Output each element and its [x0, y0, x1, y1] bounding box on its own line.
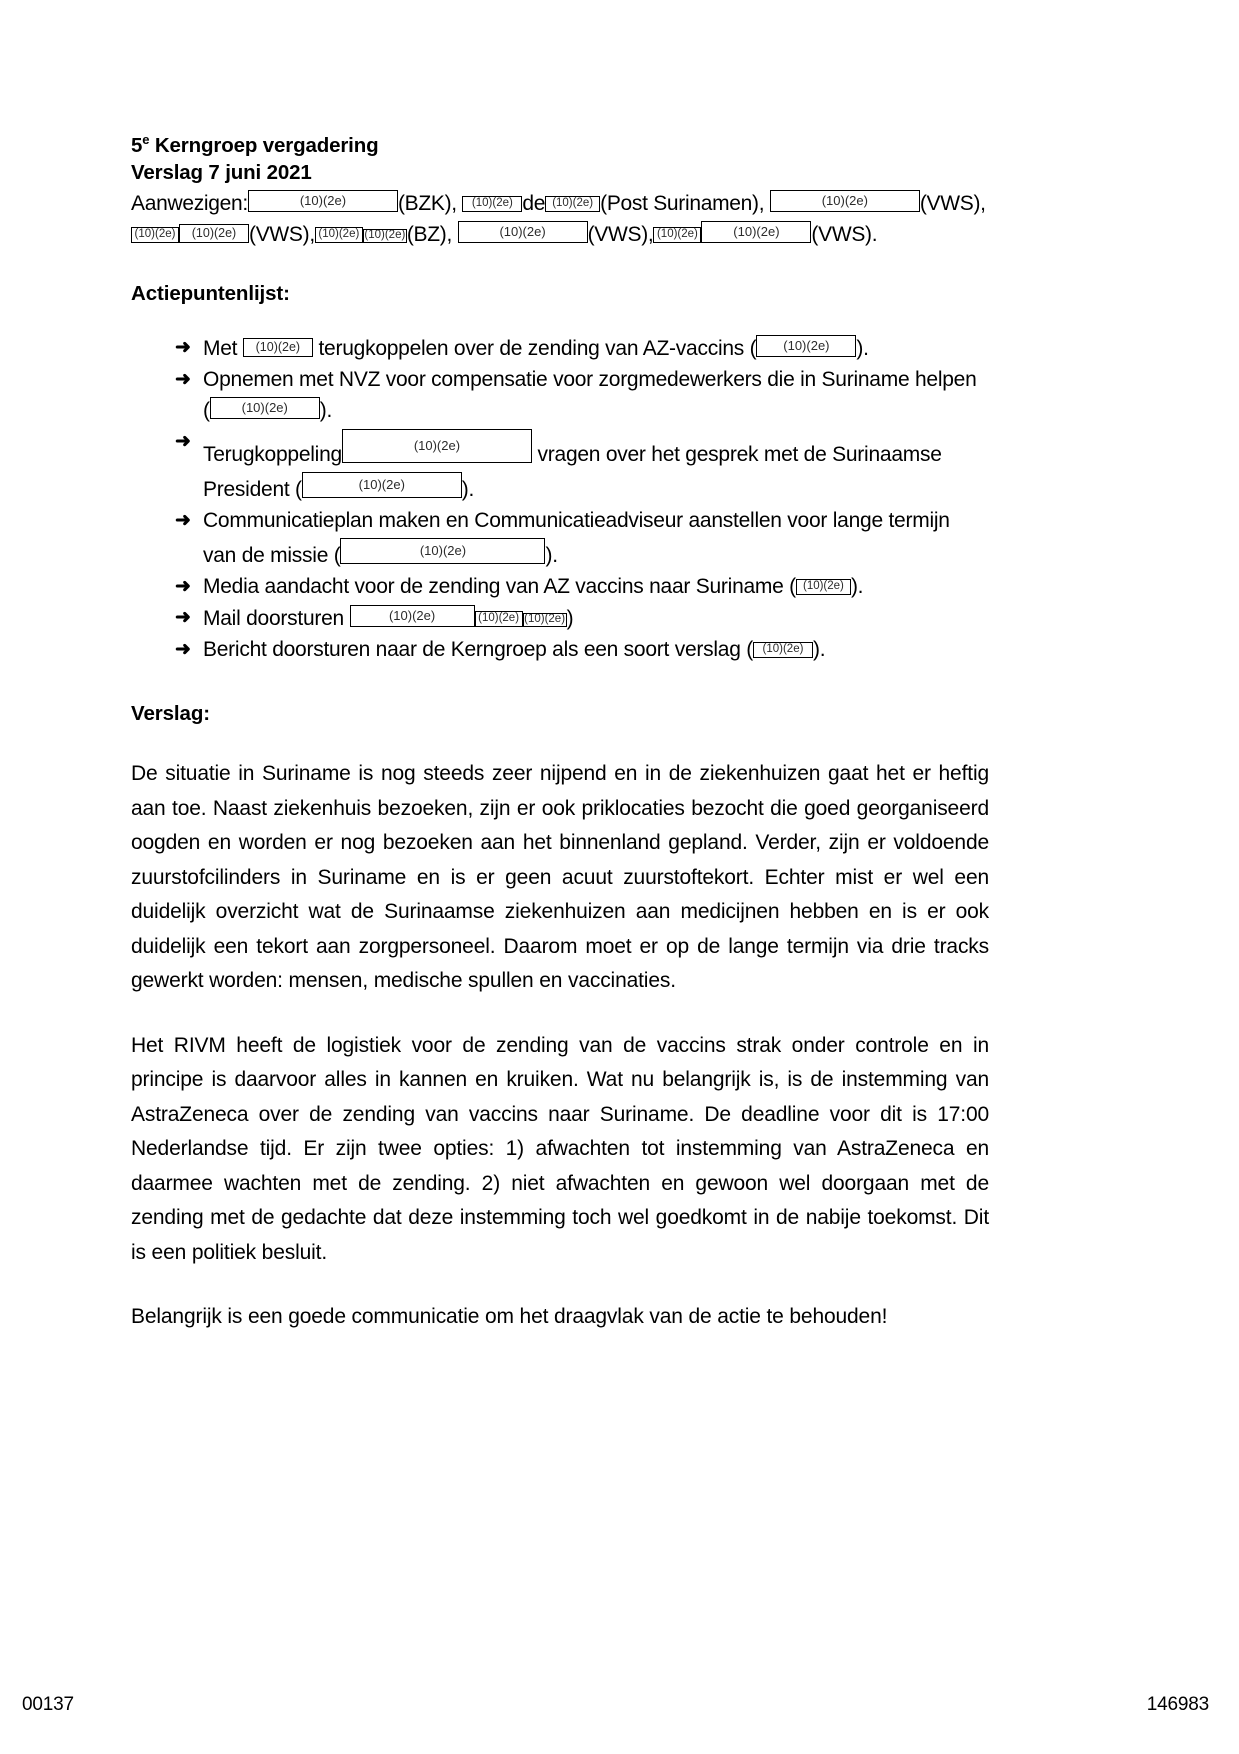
action-text: President (	[203, 478, 302, 501]
attendees-text-vws-1: (VWS),	[919, 192, 986, 215]
action-text: ).	[850, 575, 864, 598]
redaction-box: (10)(2e)	[340, 538, 545, 564]
attendees-text-post-surinamen: (Post Surinamen),	[600, 192, 765, 215]
attendees-text-vws-4: (VWS).	[811, 223, 878, 246]
redaction-box: (10)(2e)	[523, 613, 567, 628]
action-item-nvz-compensatie	[131, 365, 989, 426]
action-text: Opnemen met NVZ voor compensatie voor zorgmedewerkers die in Suriname helpen	[203, 368, 977, 391]
action-text: Terugkoppeling	[203, 443, 342, 466]
footer-page-number: 00137	[22, 1694, 74, 1715]
redaction-box: (10)(2e)	[248, 190, 398, 212]
arrow-bullet-icon: ➜	[175, 639, 191, 660]
redaction-box: (10)(2e)	[342, 429, 532, 463]
action-item-terugkoppeling-president	[131, 427, 989, 505]
title-rest: Kerngroep vergadering	[149, 134, 379, 157]
attendees-text-bz: (BZ),	[406, 223, 453, 246]
action-text: ).	[812, 638, 826, 661]
action-text: Met	[203, 337, 238, 360]
action-text: vragen over het gesprek met de Surinaamse	[537, 443, 942, 466]
verslag-heading: Verslag:	[131, 702, 210, 725]
action-text: (	[203, 399, 210, 422]
document-title-line1	[131, 132, 989, 159]
action-item-az-vaccins	[131, 333, 989, 364]
arrow-bullet-icon: ➜	[175, 576, 191, 597]
arrow-bullet-icon: ➜	[175, 337, 191, 358]
redaction-box: (10)(2e)	[179, 224, 249, 244]
redaction-box: (10)(2e)	[756, 335, 856, 357]
title-ordinal-suffix: e	[142, 132, 150, 148]
attendees-text-de: de	[522, 192, 546, 215]
action-text: ).	[461, 478, 475, 501]
verslag-paragraph-2: Het RIVM heeft de logistiek voor de zending van de vaccins strak onder controle en in principe is daarvoor alles in kannen en kruiken. Wat nu belangrijk is, is de instemming van AstraZeneca over de zending van vaccins naar Suriname. De deadline voor dit is 17:00 Nederlandse tijd. Er zijn twee opties: 1) afwachten tot instemming van AstraZeneca en daarmee wachten met de zending. 2) niet afwachten en gewoon wel doorgaan met de zending met de gedachte dat deze instemming toch wel goedkomt in de nabije toekomst. Dit is een politiek besluit.	[131, 1033, 989, 1264]
action-text: )	[566, 607, 574, 630]
action-text: van de missie (	[203, 544, 341, 567]
document-content	[131, 132, 989, 1335]
redaction-box: (10)(2e)	[753, 642, 813, 659]
redaction-box: (10)(2e)	[770, 190, 920, 212]
arrow-bullet-icon: ➜	[175, 431, 191, 452]
attendees-label: Aanwezigen:	[131, 192, 248, 215]
redaction-box: (10)(2e)	[315, 227, 363, 244]
arrow-bullet-icon: ➜	[175, 607, 191, 628]
action-text: ).	[319, 399, 333, 422]
attendees-text-bzk: (BZK),	[397, 192, 457, 215]
action-text: Mail doorsturen	[203, 607, 344, 630]
action-text: terugkoppelen over de zending van AZ-vaccins (	[318, 337, 757, 360]
redaction-box: (10)(2e)	[653, 227, 701, 244]
footer-document-number: 146983	[1146, 1694, 1209, 1715]
redaction-box: (10)(2e)	[545, 196, 600, 213]
arrow-bullet-icon: ➜	[175, 369, 191, 390]
redaction-box: (10)(2e)	[796, 579, 851, 596]
document-title-line2: Verslag 7 juni 2021	[131, 161, 312, 184]
action-item-bericht-doorsturen	[131, 635, 989, 665]
actiepuntenlijst-heading: Actiepuntenlijst:	[131, 282, 290, 305]
redaction-box: (10)(2e)	[701, 221, 811, 243]
redaction-box: (10)(2e)	[363, 229, 407, 244]
redaction-box: (10)(2e)	[210, 397, 320, 419]
redaction-box: (10)(2e)	[131, 227, 179, 244]
action-text: ).	[545, 544, 558, 567]
attendees-text-vws-3: (VWS),	[587, 223, 654, 246]
action-item-media-aandacht	[131, 572, 989, 602]
action-item-mail-doorsturen	[131, 603, 989, 634]
redaction-box: (10)(2e)	[350, 605, 475, 627]
action-item-communicatieplan	[131, 506, 989, 571]
action-text: Bericht doorsturen naar de Kerngroep als een soort verslag (	[203, 638, 753, 661]
title-number: 5	[131, 134, 143, 157]
arrow-bullet-icon: ➜	[175, 510, 191, 531]
redaction-box: (10)(2e)	[458, 221, 588, 243]
action-text: Media aandacht voor de zending van AZ vaccins naar Suriname (	[203, 575, 796, 598]
action-text: ).	[856, 337, 869, 360]
actiepunten-list	[131, 333, 989, 665]
attendees-text-vws-2: (VWS),	[249, 223, 315, 246]
redaction-box: (10)(2e)	[462, 196, 522, 213]
action-text: Communicatieplan maken en Communicatieadviseur aanstellen voor lange termijn	[203, 509, 950, 532]
attendees-block	[131, 188, 989, 250]
redaction-box: (10)(2e)	[302, 472, 462, 498]
redaction-box: (10)(2e)	[243, 338, 313, 358]
verslag-paragraph-1: De situatie in Suriname is nog steeds zeer nijpend en in de ziekenhuizen gaat het er heftig aan toe. Naast ziekenhuis bezoeken, zijn er ook priklocaties bezocht die goed georganiseerd oogden en worden er nog bezoeken aan het binnenland gepland. Verder, zijn er voldoende zuurstofcilinders in Suriname en is er geen acuut zuurstoftekort. Echter mist er wel een duidelijk overzicht wat de Surinaamse ziekenhuizen aan medicijnen hebben en is er ook duidelijk een tekort aan zorgpersoneel. Daarom moet er op de lange termijn via drie tracks gewerkt worden: mensen, medische spullen en vaccinaties.	[131, 762, 989, 992]
redaction-box: (10)(2e)	[475, 611, 523, 628]
verslag-paragraph-3: Belangrijk is een goede communicatie om het draagvlak van de actie te behouden!	[131, 1305, 888, 1328]
